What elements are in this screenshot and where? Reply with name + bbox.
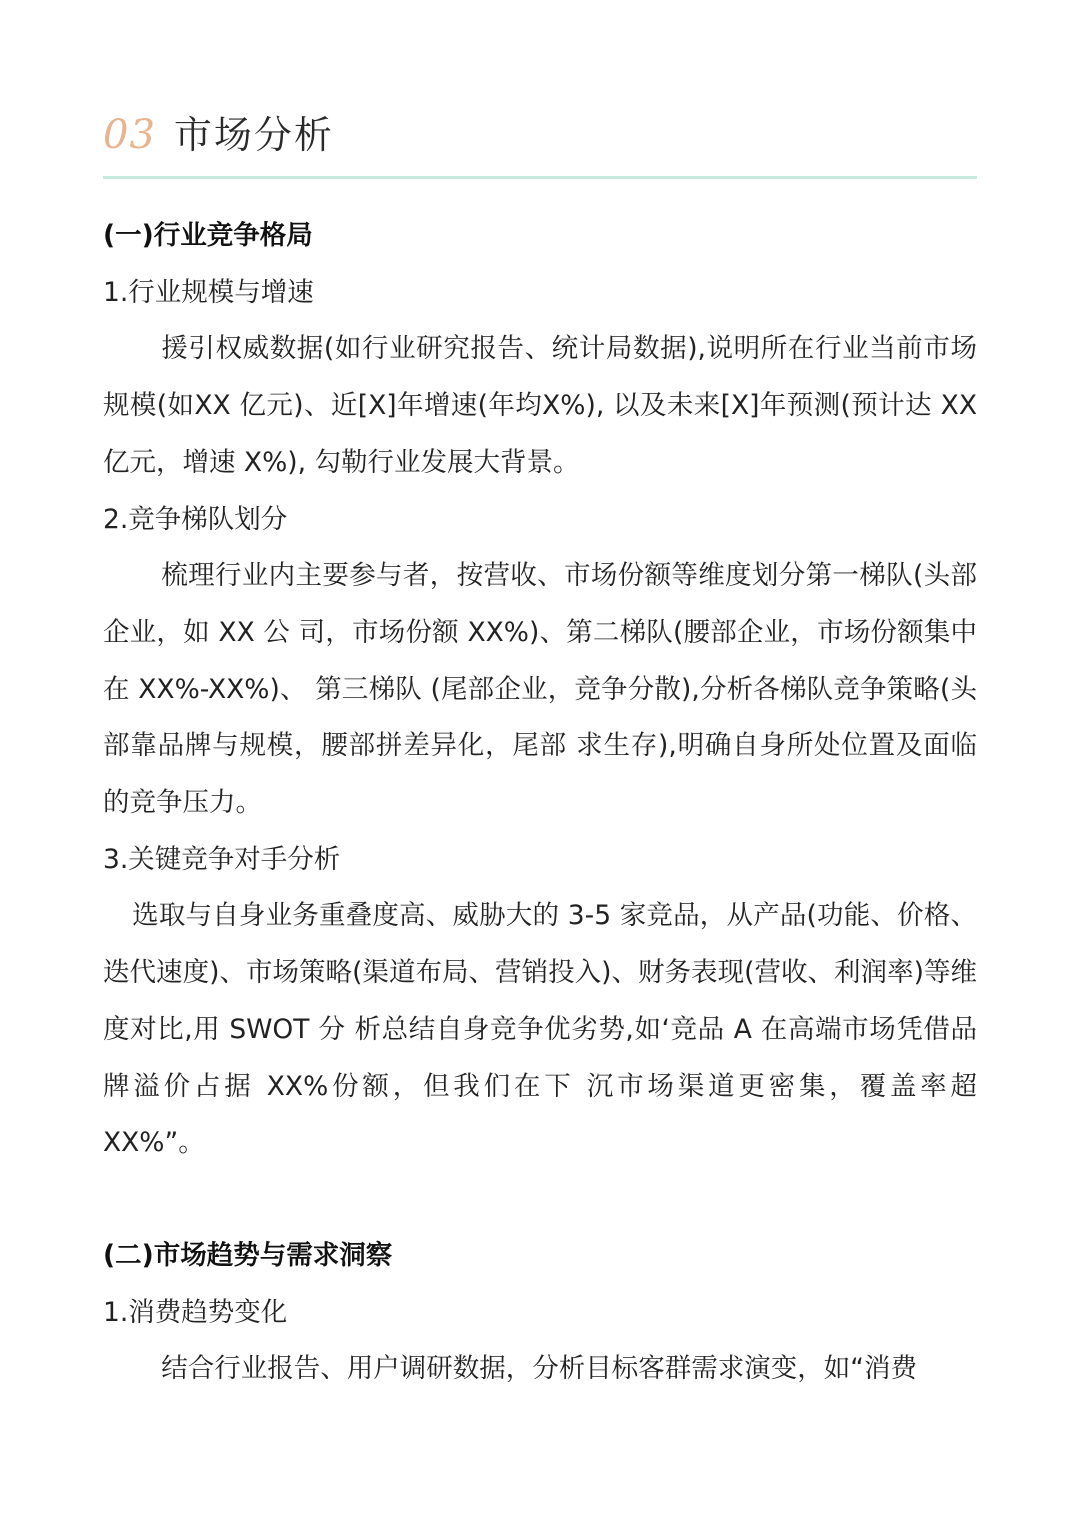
- item-heading-scale: 1.行业规模与增速: [103, 276, 314, 308]
- item-heading-consumption: 1.消费趋势变化: [103, 1296, 288, 1328]
- item-heading-tiers: 2.竞争梯队划分: [103, 503, 288, 535]
- title-divider: [103, 176, 977, 179]
- paragraph-tiers: 梳理行业内主要参与者，按营收、市场份额等维度划分第一梯队(头部企业，如 XX 公 司，市场份额 XX%)、第二梯队(腰部企业，市场份额集中在 XX%-XX%)、 第三梯队 (尾部企业，竞争分散),分析各梯队竞争策略(头部靠品牌与规模，腰部拼差异化，尾部 求生存),明确自身所处位置及面临的竞争压力。: [103, 560, 977, 819]
- paragraph-scale: 援引权威数据(如行业研究报告、统计局数据),说明所在行业当前市场规模(如XX 亿元)、近[X]年增速(年均X%), 以及未来[X]年预测(预计达 XX 亿元，增速 X%), 勾勒行业发展大背景。: [103, 333, 977, 478]
- chapter-title-text: 市场分析: [173, 113, 334, 157]
- chapter-title: [103, 104, 334, 164]
- chapter-number: 03: [103, 112, 156, 158]
- document-body: [103, 208, 977, 1398]
- section-heading-trends: (二)市场趋势与需求洞察: [103, 1239, 393, 1271]
- section-gap: [103, 1172, 977, 1228]
- section-heading-competition: (一)行业竞争格局: [103, 220, 313, 251]
- item-heading-competitors: 3.关键竞争对手分析: [103, 843, 341, 875]
- paragraph-competitors: 选取与自身业务重叠度高、威胁大的 3-5 家竞品，从产品(功能、价格、迭代速度)、市场策略(渠道布局、营销投入)、财务表现(营收、利润率)等维度对比,用 SWOT 分 析总结自身竞争优劣势,如‘竞品 A 在高端市场凭借品牌溢价占据 XX%份额，但我们在下 沉市场渠道更密集，覆盖率超 XX%”。: [103, 900, 977, 1159]
- paragraph-consumption: 结合行业报告、用户调研数据，分析目标客群需求演变，如“消费: [161, 1353, 918, 1385]
